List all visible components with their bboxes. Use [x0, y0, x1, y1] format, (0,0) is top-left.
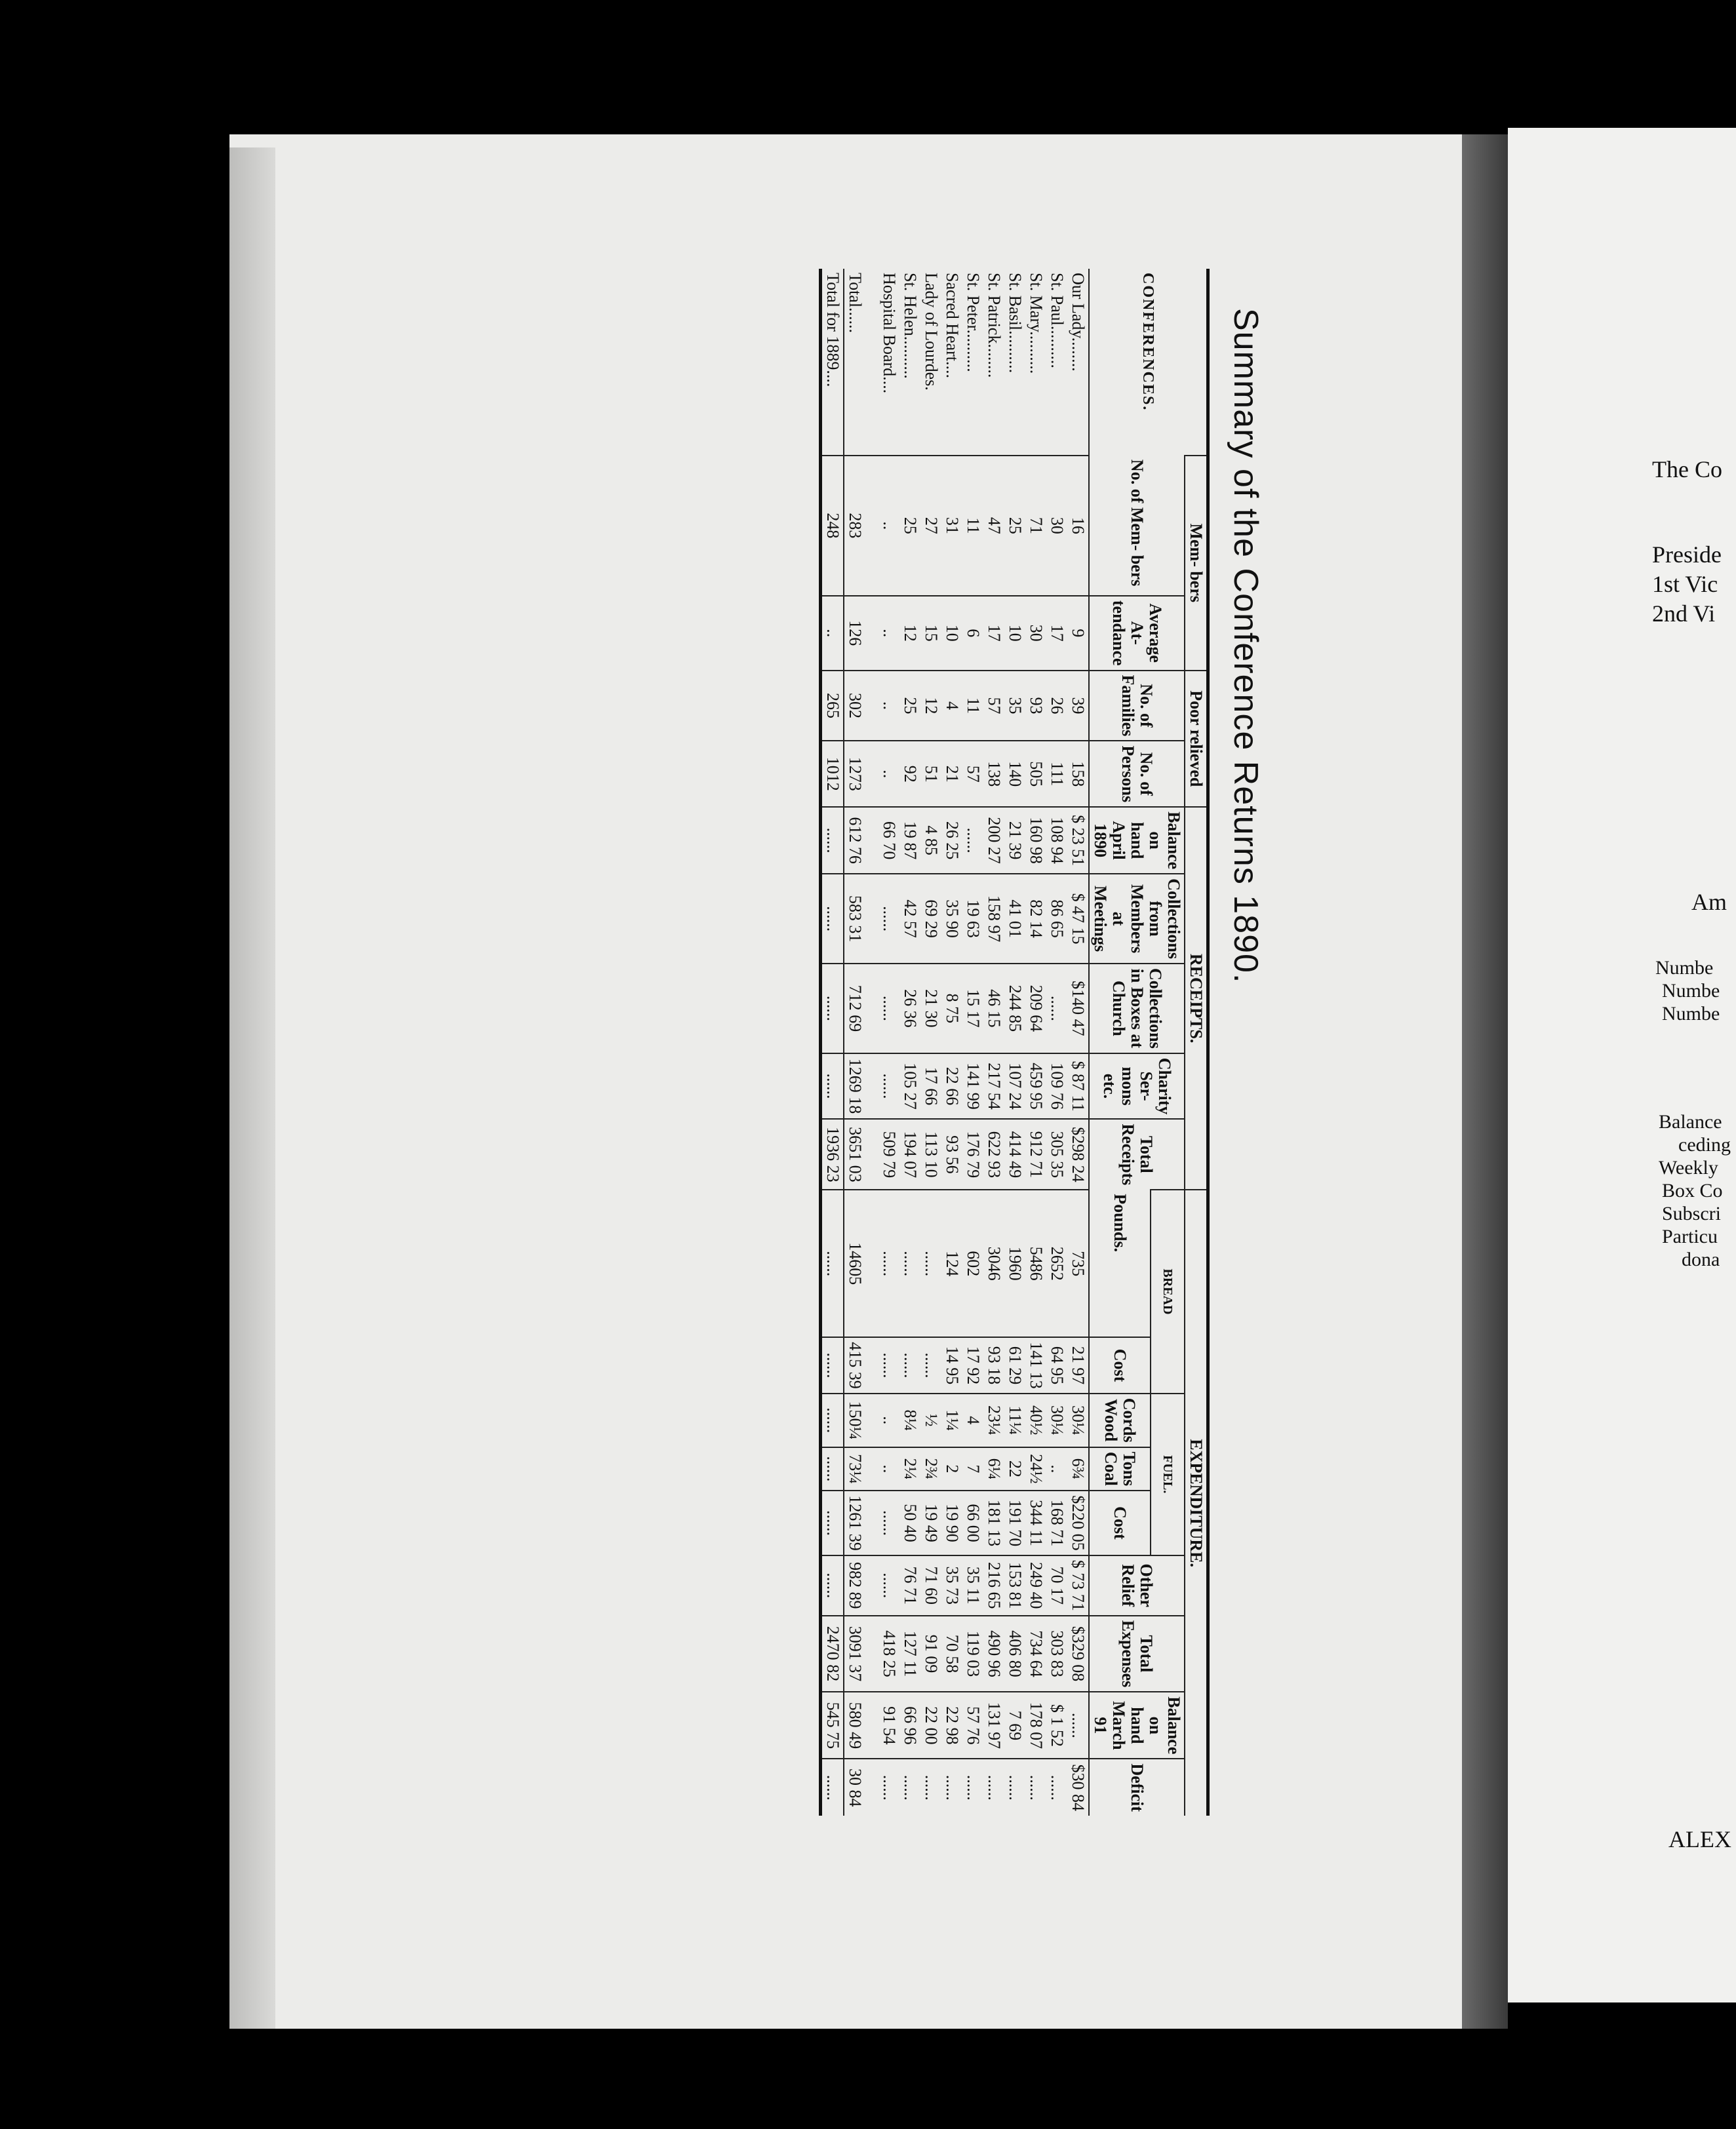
table-cell: 30: [1046, 456, 1067, 596]
table-row: [878, 269, 899, 1816]
table-cell: 158 97: [983, 874, 1004, 964]
table-cell: 414 49: [1004, 1119, 1025, 1190]
table-cell: 209 64: [1025, 964, 1046, 1053]
table-cell: 66 96: [899, 1692, 920, 1759]
table-cell: ......: [920, 1337, 941, 1394]
table-cell: ......: [1004, 1759, 1025, 1816]
table-cell: 4: [941, 671, 962, 741]
table-cell: 6¼: [983, 1447, 1004, 1491]
table-cell: $ 1 52: [1046, 1692, 1067, 1759]
table-cell: 71 60: [920, 1555, 941, 1616]
table-cell: ......: [821, 1337, 844, 1394]
table-cell: 42 57: [899, 874, 920, 964]
table-row: [1004, 269, 1025, 1816]
table-cell: 70 17: [1046, 1555, 1067, 1616]
table-cell: 73¼: [844, 1447, 878, 1491]
table-cell: ......: [878, 1759, 899, 1816]
table-cell: 108 94: [1046, 807, 1067, 874]
table-cell: 19 90: [941, 1491, 962, 1555]
table-cell: 25: [899, 456, 920, 596]
table-cell: 415 39: [844, 1337, 878, 1394]
table-cell: $30 84: [1067, 1759, 1089, 1816]
col-tons-coal: Tons Coal: [1089, 1447, 1151, 1491]
table-cell: 21 39: [1004, 807, 1025, 874]
col-fuel-cost: Cost: [1089, 1491, 1151, 1555]
table-cell: 158: [1067, 741, 1089, 807]
table-cell: 22 66: [941, 1053, 962, 1120]
table-cell: 127 11: [899, 1616, 920, 1692]
right-page-line: Box Co: [1662, 1180, 1723, 1201]
table-cell: 19 87: [899, 807, 920, 874]
table-cell: 622 93: [983, 1119, 1004, 1190]
table-cell: 612 76: [844, 807, 878, 874]
page-title: Summary of the Conference Returns 1890.: [1227, 308, 1265, 984]
table-cell: 490 96: [983, 1616, 1004, 1692]
table-cell: Lady of Lourdes.: [922, 273, 941, 391]
table-cell: $ 73 71: [1067, 1555, 1089, 1616]
table-cell: $ 87 11: [1067, 1053, 1089, 1120]
table-cell: 93: [1025, 671, 1046, 741]
table-row: [941, 269, 962, 1816]
table-cell: 2¼: [899, 1447, 920, 1491]
table-cell: 51: [920, 741, 941, 807]
table-cell: 47: [983, 456, 1004, 596]
table-cell: ..: [878, 1447, 899, 1491]
table-cell: ......: [878, 1555, 899, 1616]
right-page-line: Am: [1691, 889, 1727, 915]
col-collections-members: Collections from Members at Meetings: [1089, 874, 1185, 964]
table-cell: 406 80: [1004, 1616, 1025, 1692]
table-cell: 602: [962, 1190, 983, 1337]
table-cell: 545 75: [821, 1692, 844, 1759]
table-cell: 126: [844, 596, 878, 671]
table-cell: ......: [920, 1190, 941, 1337]
table-cell: Sacred Heart....: [943, 273, 962, 378]
table-cell: 265: [821, 671, 844, 741]
table-cell: 176 79: [962, 1119, 983, 1190]
table-cell: 200 27: [983, 807, 1004, 874]
table-cell: 15: [920, 596, 941, 671]
table-cell: ½: [920, 1394, 941, 1447]
table-cell: 93 18: [983, 1337, 1004, 1394]
table-cell: 7 69: [1004, 1692, 1025, 1759]
expenditure-group-header: EXPENDITURE.: [1185, 1190, 1208, 1816]
table-cell: 39: [1067, 671, 1089, 741]
table-cell: 19 49: [920, 1491, 941, 1555]
table-cell: 22 00: [920, 1692, 941, 1759]
table-cell: 35 90: [941, 874, 962, 964]
table-cell: Total......: [846, 273, 865, 334]
table-cell: 505: [1025, 741, 1046, 807]
right-page: [1508, 128, 1736, 2002]
table-cell: 138: [983, 741, 1004, 807]
table-cell: 26 36: [899, 964, 920, 1053]
table-cell: ..: [821, 596, 844, 671]
table-cell: 7: [962, 1447, 983, 1491]
table-cell: 3651 03: [844, 1119, 878, 1190]
table-cell: 2652: [1046, 1190, 1067, 1337]
returns-table: [819, 269, 1210, 1816]
table-cell: ......: [962, 1759, 983, 1816]
table-cell: 22 98: [941, 1692, 962, 1759]
table-cell: ......: [899, 1190, 920, 1337]
table-cell: 17 92: [962, 1337, 983, 1394]
table-cell: 12: [899, 596, 920, 671]
table-cell: ..: [878, 1394, 899, 1447]
right-page-line: Numbe: [1662, 980, 1720, 1002]
col-other-relief: Other Relief: [1089, 1555, 1185, 1616]
returns-table-wrapper: [554, 269, 1210, 1816]
table-cell: 76 71: [899, 1555, 920, 1616]
table-cell: ......: [821, 1555, 844, 1616]
table-cell: 50 40: [899, 1491, 920, 1555]
table-cell: 35: [1004, 671, 1025, 741]
table-cell: ......: [878, 1337, 899, 1394]
right-page-line: Numbe: [1655, 957, 1714, 979]
table-cell: 9: [1067, 596, 1089, 671]
table-cell: ......: [821, 1447, 844, 1491]
col-families: No. of Families: [1089, 671, 1185, 741]
table-cell: 168 71: [1046, 1491, 1067, 1555]
right-page-line: The Co: [1652, 456, 1722, 482]
right-page-line: Weekly: [1659, 1157, 1718, 1179]
table-cell: 150¼: [844, 1394, 878, 1447]
table-cell: 23¼: [983, 1394, 1004, 1447]
table-cell: 3046: [983, 1190, 1004, 1337]
table-cell: 8 75: [941, 964, 962, 1053]
table-cell: 194 07: [899, 1119, 920, 1190]
table-cell: St. Peter..........: [964, 273, 983, 372]
table-cell: ......: [878, 964, 899, 1053]
table-cell: 57 76: [962, 1692, 983, 1759]
table-cell: $298 24: [1067, 1119, 1089, 1190]
table-cell: ......: [821, 1053, 844, 1120]
subgroup-header-row: [1151, 269, 1185, 1816]
members-group-header: Mem- bers: [1185, 456, 1208, 671]
table-cell: 140: [1004, 741, 1025, 807]
table-cell: 16: [1067, 456, 1089, 596]
table-cell: 10: [1004, 596, 1025, 671]
table-cell: 418 25: [878, 1616, 899, 1692]
prev-row: [821, 269, 844, 1816]
table-cell: 35 73: [941, 1555, 962, 1616]
table-cell: 64 95: [1046, 1337, 1067, 1394]
table-cell: 2¾: [920, 1447, 941, 1491]
table-cell: 24½: [1025, 1447, 1046, 1491]
table-cell: 509 79: [878, 1119, 899, 1190]
table-cell: $220 05: [1067, 1491, 1089, 1555]
col-deficit: Deficit: [1089, 1759, 1185, 1816]
table-cell: 2: [941, 1447, 962, 1491]
table-cell: 153 81: [1004, 1555, 1025, 1616]
table-row: [899, 269, 920, 1816]
table-cell: 1¼: [941, 1394, 962, 1447]
table-cell: ......: [821, 1491, 844, 1555]
table-cell: 31: [941, 456, 962, 596]
table-cell: 712 69: [844, 964, 878, 1053]
table-cell: $140 47: [1067, 964, 1089, 1053]
table-cell: ......: [821, 964, 844, 1053]
table-cell: Total for 1889....: [821, 269, 844, 456]
right-page-line: Subscri: [1662, 1203, 1721, 1224]
table-cell: 30¼: [1046, 1394, 1067, 1447]
table-cell: 66 70: [878, 807, 899, 874]
col-cords-wood: Cords Wood: [1089, 1394, 1151, 1447]
table-cell: 10: [941, 596, 962, 671]
fuel-group-header: FUEL.: [1151, 1394, 1185, 1555]
right-page-line: Balance: [1659, 1111, 1722, 1133]
table-cell: 21: [941, 741, 962, 807]
table-cell: ......: [962, 807, 983, 874]
col-bread-pounds: Pounds.: [1089, 1190, 1151, 1337]
table-cell: ......: [899, 1759, 920, 1816]
group-header-row: [1185, 269, 1208, 1816]
table-cell: 21 30: [920, 964, 941, 1053]
table-cell: 982 89: [844, 1555, 878, 1616]
table-row: [1025, 269, 1046, 1816]
table-cell: 113 10: [920, 1119, 941, 1190]
table-cell: 69 29: [920, 874, 941, 964]
table-row: [1046, 269, 1067, 1816]
col-balance-march: Balance on hand March 91: [1089, 1692, 1185, 1759]
right-page-line: Preside: [1652, 541, 1722, 568]
table-cell: 141 99: [962, 1053, 983, 1120]
table-body: [821, 269, 1090, 1816]
table-cell: 302: [844, 671, 878, 741]
table-cell: 30 84: [844, 1759, 878, 1816]
right-page-line: ALEX: [1668, 1826, 1731, 1852]
table-cell: 107 24: [1004, 1053, 1025, 1120]
table-cell: 216 65: [983, 1555, 1004, 1616]
table-cell: 6: [962, 596, 983, 671]
table-cell: 5486: [1025, 1190, 1046, 1337]
table-cell: ......: [821, 1394, 844, 1447]
table-cell: 86 65: [1046, 874, 1067, 964]
table-cell: 93 56: [941, 1119, 962, 1190]
col-balance-april: Balance on hand April 1890: [1089, 807, 1185, 874]
table-cell: 8¼: [899, 1394, 920, 1447]
table-cell: 248: [821, 456, 844, 596]
table-cell: 305 35: [1046, 1119, 1067, 1190]
table-cell: ..: [878, 596, 899, 671]
table-cell: 734 64: [1025, 1616, 1046, 1692]
col-attendance: Average At- tendance: [1089, 596, 1185, 671]
table-cell: 124: [941, 1190, 962, 1337]
table-cell: 303 83: [1046, 1616, 1067, 1692]
poor-group-header: Poor relieved: [1185, 671, 1208, 808]
col-charity-sermons: Charity Ser- mons etc.: [1089, 1053, 1185, 1120]
table-cell: ......: [878, 1053, 899, 1120]
table-cell: Hospital Board....: [880, 273, 899, 394]
table-cell: ..: [1046, 1447, 1067, 1491]
table-cell: 141 13: [1025, 1337, 1046, 1394]
table-cell: ......: [821, 1759, 844, 1816]
table-cell: 2470 82: [821, 1616, 844, 1692]
col-persons: No. of Persons: [1089, 741, 1185, 807]
table-cell: 92: [899, 741, 920, 807]
table-cell: 580 49: [844, 1692, 878, 1759]
table-row: [1067, 269, 1089, 1816]
table-cell: 344 11: [1025, 1491, 1046, 1555]
table-row: [920, 269, 941, 1816]
table-cell: 25: [1004, 456, 1025, 596]
table-cell: $ 47 15: [1067, 874, 1089, 964]
table-cell: 191 70: [1004, 1491, 1025, 1555]
table-cell: 131 97: [983, 1692, 1004, 1759]
table-cell: St. Mary..........: [1027, 273, 1046, 374]
table-cell: 109 76: [1046, 1053, 1067, 1120]
table-cell: ......: [983, 1759, 1004, 1816]
book-spine: [1462, 134, 1508, 2029]
table-cell: ......: [1046, 1759, 1067, 1816]
table-cell: ......: [1046, 964, 1067, 1053]
table-cell: 160 98: [1025, 807, 1046, 874]
table-cell: 244 85: [1004, 964, 1025, 1053]
table-cell: ......: [941, 1759, 962, 1816]
table-cell: ..: [878, 456, 899, 596]
table-cell: ......: [920, 1759, 941, 1816]
col-total-expenses: Total Expenses: [1089, 1616, 1185, 1692]
tot-row: [844, 269, 878, 1816]
right-page-line: Particu: [1662, 1226, 1718, 1247]
table-cell: St. Helen..........: [901, 273, 920, 379]
table-cell: ......: [821, 1190, 844, 1337]
table-cell: 217 54: [983, 1053, 1004, 1120]
table-cell: ..: [878, 671, 899, 741]
table-cell: 61 29: [1004, 1337, 1025, 1394]
table-cell: 71: [1025, 456, 1046, 596]
table-cell: 249 40: [1025, 1555, 1046, 1616]
table-cell: 17: [983, 596, 1004, 671]
table-cell: 70 58: [941, 1616, 962, 1692]
table-cell: 11: [962, 671, 983, 741]
table-cell: 1960: [1004, 1190, 1025, 1337]
table-cell: 4 85: [920, 807, 941, 874]
table-cell: 17 66: [920, 1053, 941, 1120]
table-cell: 178 07: [1025, 1692, 1046, 1759]
table-cell: ......: [878, 874, 899, 964]
table-cell: St. Patrick........: [985, 273, 1004, 378]
table-cell: 1273: [844, 741, 878, 807]
table-cell: 46 15: [983, 964, 1004, 1053]
page-edge: [229, 147, 275, 2029]
col-members: No. of Mem- bers: [1089, 456, 1185, 596]
table-cell: 30¼: [1067, 1394, 1089, 1447]
table-cell: 459 95: [1025, 1053, 1046, 1120]
table-cell: ......: [1025, 1759, 1046, 1816]
table-row: [983, 269, 1004, 1816]
table-cell: ......: [1067, 1692, 1089, 1759]
bread-group-header: BREAD: [1151, 1190, 1185, 1393]
table-cell: 17: [1046, 596, 1067, 671]
table-cell: 19 63: [962, 874, 983, 964]
table-cell: 1936 23: [821, 1119, 844, 1190]
table-cell: 12: [920, 671, 941, 741]
table-cell: ..: [878, 741, 899, 807]
table-cell: 1012: [821, 741, 844, 807]
table-cell: Our Lady........: [1069, 273, 1088, 372]
table-cell: St. Basil..........: [1006, 273, 1025, 374]
table-cell: 26: [1046, 671, 1067, 741]
table-cell: 57: [983, 671, 1004, 741]
table-cell: 22: [1004, 1447, 1025, 1491]
table-cell: $ 23 51: [1067, 807, 1089, 874]
table-cell: 583 31: [844, 874, 878, 964]
col-bread-cost: Cost: [1089, 1337, 1151, 1394]
table-cell: 57: [962, 741, 983, 807]
receipts-group-header: RECEIPTS.: [1185, 807, 1208, 1190]
table-cell: ......: [821, 874, 844, 964]
table-cell: 91 09: [920, 1616, 941, 1692]
table-cell: 1261 39: [844, 1491, 878, 1555]
table-cell: 912 71: [1025, 1119, 1046, 1190]
table-cell: ......: [821, 807, 844, 874]
table-row: [962, 269, 983, 1816]
table-cell: 66 00: [962, 1491, 983, 1555]
table-cell: 91 54: [878, 1692, 899, 1759]
table-cell: 4: [962, 1394, 983, 1447]
table-cell: ......: [899, 1337, 920, 1394]
col-total-receipts: Total Receipts: [1089, 1119, 1185, 1190]
table-cell: St. Paul..........: [1048, 273, 1067, 368]
table-cell: 40½: [1025, 1394, 1046, 1447]
table-cell: 105 27: [899, 1053, 920, 1120]
table-cell: 14 95: [941, 1337, 962, 1394]
table-cell: 21 97: [1067, 1337, 1089, 1394]
table-cell: ......: [878, 1491, 899, 1555]
table-cell: 27: [920, 456, 941, 596]
table-cell: 181 13: [983, 1491, 1004, 1555]
table-cell: $329 08: [1067, 1616, 1089, 1692]
table-cell: 25: [899, 671, 920, 741]
table-cell: ......: [878, 1190, 899, 1337]
table-cell: 735: [1067, 1190, 1089, 1337]
table-cell: 6¾: [1067, 1447, 1089, 1491]
table-cell: 35 11: [962, 1555, 983, 1616]
col-collections-boxes: Collections in Boxes at Church: [1089, 964, 1185, 1053]
right-page-line: Numbe: [1662, 1003, 1720, 1025]
table-cell: 1269 18: [844, 1053, 878, 1120]
table-cell: 15 17: [962, 964, 983, 1053]
table-cell: 11: [962, 456, 983, 596]
table-cell: 26 25: [941, 807, 962, 874]
table-cell: 11¼: [1004, 1394, 1025, 1447]
right-page-line: ceding: [1678, 1134, 1731, 1156]
table-cell: 111: [1046, 741, 1067, 807]
table-cell: 82 14: [1025, 874, 1046, 964]
table-cell: 119 03: [962, 1616, 983, 1692]
right-page-line: 2nd Vi: [1652, 600, 1716, 627]
table-cell: 14605: [844, 1190, 878, 1337]
table-cell: 283: [844, 456, 878, 596]
table-cell: 41 01: [1004, 874, 1025, 964]
table-cell: 30: [1025, 596, 1046, 671]
right-page-line: 1st Vic: [1652, 571, 1718, 597]
conferences-header: CONFERENCES.: [1089, 269, 1208, 456]
table-cell: 3091 37: [844, 1616, 878, 1692]
right-page-line: dona: [1682, 1249, 1720, 1270]
